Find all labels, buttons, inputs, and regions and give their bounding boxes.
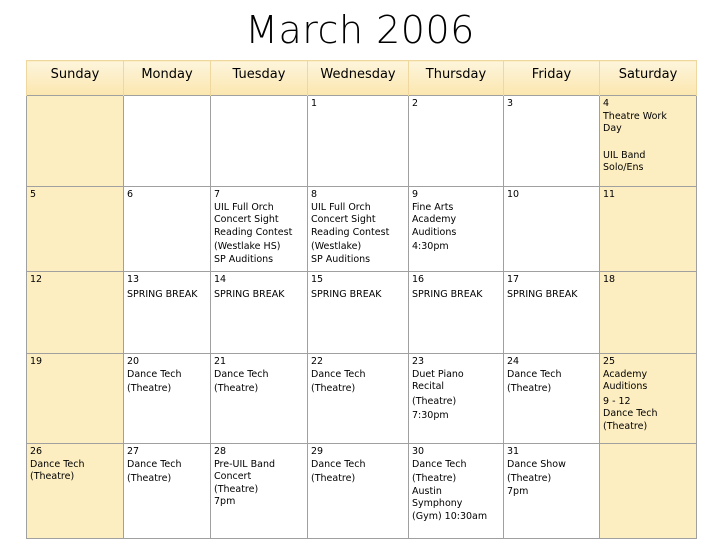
day-cell-6[interactable] [124,187,211,272]
event-text: Concert Sight [214,214,279,225]
event-text: Dance Tech [127,458,182,470]
day-number: 18 [603,274,616,285]
event-text: (Gym) 10:30am [412,510,488,522]
day-cell-29[interactable] [308,444,409,539]
event-text: UIL Full Orch [214,201,274,213]
event-text: Dance Tech [311,368,366,380]
event-text: Concert [214,471,252,482]
week-row-1 [27,96,697,187]
day-number: 23 [412,356,425,367]
day-number: 27 [127,446,140,457]
day-cell-24[interactable] [504,354,600,444]
day-number: 6 [127,189,134,200]
event-text: Recital [412,381,445,392]
day-cell-23[interactable] [409,354,504,444]
event-text: UIL Band [603,149,646,161]
event-text: Theatre Work [603,110,667,122]
day-cell-25[interactable] [600,354,697,444]
event-text: SP Auditions [214,253,274,265]
day-cell-2[interactable] [409,96,504,187]
event-text: Dance Tech [507,368,562,380]
day-cell-4[interactable] [600,96,697,187]
weekday-header-row [27,61,697,96]
day-cell-31[interactable] [504,444,600,539]
event-text: (Theatre) [311,473,356,484]
week-row-5 [27,444,697,539]
day-number: 3 [507,98,514,109]
event-text: (Westlake) [311,241,362,252]
event-text: (Westlake HS) [214,241,281,252]
day-number: 4 [603,98,610,109]
event-text: Academy [412,214,457,225]
event-text: SPRING BREAK [311,288,382,300]
day-number: 8 [311,189,318,200]
event-text: SPRING BREAK [127,288,198,300]
event-text: Auditions [412,226,457,238]
day-number: 2 [412,98,419,109]
event-text: (Theatre) [507,383,552,394]
calendar-grid [26,60,697,539]
day-cell-30[interactable] [409,444,504,539]
event-text: Academy [603,368,648,380]
day-number: 9 [412,189,419,200]
day-cell-empty [124,96,211,187]
event-text: Auditions [603,381,648,392]
day-number: 7 [214,189,221,200]
event-text: Austin [412,485,442,497]
day-cell-22[interactable] [308,354,409,444]
day-cell-26[interactable] [27,444,124,539]
day-number: 17 [507,274,520,285]
event-text: Symphony [412,498,463,509]
event-text: (Theatre) [127,383,172,394]
day-cell-7[interactable] [211,187,308,272]
header-tuesday: Tuesday [211,61,308,96]
event-text: Day [603,123,622,134]
day-cell-13[interactable] [124,272,211,354]
week-row-2 [27,187,697,272]
day-cell-27[interactable] [124,444,211,539]
day-cell-empty [600,444,697,539]
event-text: Reading Contest [214,226,293,238]
event-text: Dance Show [507,458,566,470]
day-number: 28 [214,446,227,457]
day-number: 22 [311,356,324,367]
event-text: Concert Sight [311,214,376,225]
day-cell-3[interactable] [504,96,600,187]
day-cell-empty [27,96,124,187]
day-cell-15[interactable] [308,272,409,354]
day-number: 5 [30,189,37,200]
event-text: (Theatre) [127,473,172,484]
day-cell-10[interactable] [504,187,600,272]
event-text: SP Auditions [311,253,371,265]
event-text: Dance Tech [412,458,467,470]
day-cell-28[interactable] [211,444,308,539]
day-number: 19 [30,356,43,367]
event-text: 7pm [507,485,529,497]
event-text: Dance Tech [30,458,85,470]
day-cell-empty [211,96,308,187]
day-cell-21[interactable] [211,354,308,444]
day-number: 10 [507,189,520,200]
event-text: Pre-UIL Band [214,458,275,470]
header-sunday: Sunday [27,61,124,96]
header-monday: Monday [124,61,211,96]
event-text: (Theatre) [603,420,648,432]
event-text: (Theatre) [507,473,552,484]
day-cell-8[interactable] [308,187,409,272]
event-text: (Theatre) [214,483,259,495]
event-text: SPRING BREAK [507,288,578,300]
day-number: 15 [311,274,324,285]
day-number: 29 [311,446,324,457]
event-text: 7:30pm [412,410,449,421]
day-number: 20 [127,356,140,367]
day-cell-12[interactable] [27,272,124,354]
day-number: 26 [30,446,43,457]
day-cell-9[interactable] [409,187,504,272]
day-number: 14 [214,274,227,285]
event-text: SPRING BREAK [412,288,483,300]
event-text: Dance Tech [127,368,182,380]
event-text: (Theatre) [30,471,75,482]
event-text: Dance Tech [311,458,366,470]
event-text: (Theatre) [412,395,457,407]
event-text: 4:30pm [412,241,449,252]
day-number: 12 [30,274,43,285]
event-text: Reading Contest [311,226,390,238]
day-number: 31 [507,446,520,457]
header-friday: Friday [504,61,600,96]
week-row-4 [27,354,697,444]
day-cell-14[interactable] [211,272,308,354]
day-number: 16 [412,274,425,285]
header-thursday: Thursday [409,61,504,96]
day-cell-11[interactable] [600,187,697,272]
event-text: Dance Tech [603,408,658,419]
day-number: 25 [603,356,616,367]
event-text: (Theatre) [311,383,356,394]
event-text: Fine Arts [412,201,454,213]
day-cell-5[interactable] [27,187,124,272]
week-row-3 [27,272,697,354]
header-wednesday: Wednesday [308,61,409,96]
day-cell-17[interactable] [504,272,600,354]
event-text: 7pm [214,496,236,507]
event-text: Dance Tech [214,368,269,380]
event-text: UIL Full Orch [311,201,371,213]
day-number: 21 [214,356,227,367]
header-saturday: Saturday [600,61,697,96]
day-number: 1 [311,98,318,109]
event-text: Solo/Ens [603,162,644,173]
event-text: (Theatre) [214,383,259,394]
day-number: 24 [507,356,520,367]
day-cell-16[interactable] [409,272,504,354]
page-title: March 2006 [245,8,475,52]
day-number: 13 [127,274,140,285]
day-cell-18[interactable] [600,272,697,354]
day-cell-19[interactable] [27,354,124,444]
event-text: SPRING BREAK [214,288,285,300]
day-number: 30 [412,446,425,457]
day-number: 11 [603,189,616,200]
day-cell-20[interactable] [124,354,211,444]
day-cell-1[interactable] [308,96,409,187]
event-text: 9 - 12 [603,395,631,407]
event-text: (Theatre) [412,473,457,484]
event-text: Duet Piano [412,368,464,380]
